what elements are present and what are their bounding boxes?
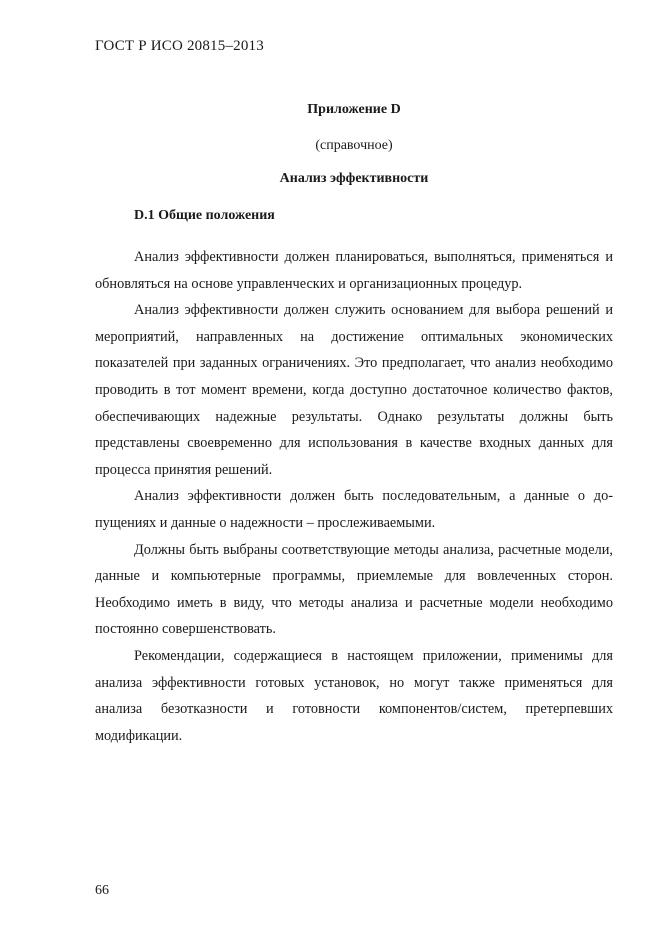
page-number: 66: [95, 883, 109, 898]
annex-title: Приложение D: [307, 102, 401, 117]
paragraph: Анализ эффективности должен служить основанием для выбора решений и мероприятий, направленных на достижение оптимальных экономических показателей при заданных ограничениях. Это предполагает, что анализ необходимо проводить в тот момент времени, когда доступно достаточное количество фактов, обеспечивающих надежные результаты. Однако результаты должны быть представлены своевременно для использования в качестве входных данных для процесса принятия решений.: [95, 302, 613, 478]
document-standard-header: ГОСТ Р ИСО 20815–2013: [95, 38, 264, 54]
paragraph: Рекомендации, содержащиеся в настоящем приложении, применимы для анализа эффективности готовых установок, но могут также применяться для анализа безотказности и готовности компонентов/систем, претерпевших модификации.: [95, 647, 613, 744]
annex-heading: Анализ эффективности: [279, 171, 429, 186]
body-text: [95, 244, 613, 749]
section-heading: D.1 Общие положения: [134, 208, 275, 223]
annex-subtitle: (справочное): [315, 138, 393, 153]
paragraph: Анализ эффективности должен быть последовательным, а данные о допущениях и данные о надежности – прослеживаемыми.: [95, 488, 613, 531]
paragraph: Анализ эффективности должен планироваться, выполняться, применяться и обновляться на основе управленческих и организационных процедур.: [95, 249, 613, 292]
paragraph: Должны быть выбраны соответствующие методы анализа, расчетные модели, данные и компьютерные программы, приемлемые для вовлеченных сторон. Необходимо иметь в виду, что методы анализа и расчетные модели необходимо постоянно совершенствовать.: [95, 541, 613, 638]
